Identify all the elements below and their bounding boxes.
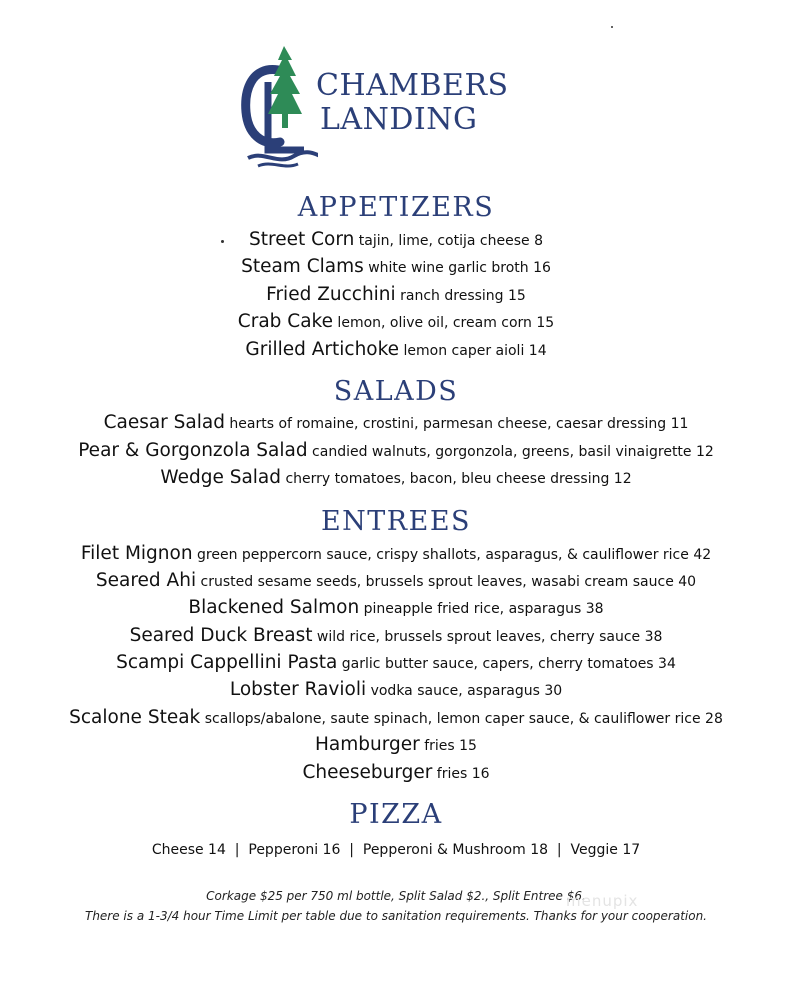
item-description: wild rice, brussels sprout leaves, cherry sauce 38	[312, 629, 663, 645]
brand-line-1: CHAMBERS	[316, 68, 509, 103]
item-name: Street Corn	[249, 229, 355, 250]
item-description: candied walnuts, gorgonzola, greens, basil vinaigrette 12	[307, 444, 714, 460]
menu-item	[0, 286, 792, 305]
section-title-entrees: ENTREES	[320, 506, 472, 537]
item-name: Steam Clams	[241, 256, 364, 277]
item-name: Scampi Cappellini Pasta	[116, 652, 338, 673]
corkage-note: Corkage $25 per 750 ml bottle, Split Salad $2., Split Entree $6.	[206, 889, 586, 903]
item-description: lemon, olive oil, cream corn 15	[332, 315, 555, 331]
item-name: Filet Mignon	[80, 543, 193, 564]
item-description: ranch dressing 15	[395, 288, 526, 304]
item-name: Cheeseburger	[302, 762, 433, 783]
item-description: fries 15	[419, 738, 477, 754]
item-description: hearts of romaine, crostini, parmesan cheese, caesar dressing 11	[224, 416, 689, 432]
menu-item	[0, 599, 792, 618]
item-name: Caesar Salad	[103, 412, 225, 433]
pizza-options: Cheese 14 | Pepperoni 16 | Pepperoni & Mushroom 18 | Veggie 17	[151, 842, 641, 858]
item-description: cherry tomatoes, bacon, bleu cheese dressing 12	[281, 471, 632, 487]
menu-item	[0, 469, 792, 488]
item-name: Fried Zucchini	[266, 284, 396, 305]
item-name: Seared Ahi	[95, 570, 197, 591]
menu-item	[0, 414, 792, 433]
menu-item	[0, 627, 792, 646]
menu-item	[0, 654, 792, 673]
menu-item	[0, 681, 792, 700]
menu-item	[0, 764, 792, 783]
item-description: fries 16	[432, 766, 490, 782]
item-description: lemon caper aioli 14	[399, 343, 547, 359]
item-name: Grilled Artichoke	[245, 339, 400, 360]
chambers-landing-logo	[238, 42, 508, 172]
item-description: white wine garlic broth 16	[363, 260, 551, 276]
menu-item	[0, 736, 792, 755]
watermark: menupix	[566, 892, 639, 910]
menu-item	[0, 313, 792, 332]
section-title-salads: SALADS	[333, 376, 459, 407]
menu-item	[0, 341, 792, 360]
menu-item	[0, 545, 792, 564]
brand-line-2: LANDING	[320, 102, 478, 137]
section-title-appetizers: APPETIZERS	[297, 192, 495, 223]
cl-monogram-icon	[238, 42, 318, 172]
menu-item	[0, 442, 792, 461]
item-description: green peppercorn sauce, crispy shallots, asparagus, & cauliflower rice 42	[192, 547, 712, 563]
item-name: Scalone Steak	[69, 707, 201, 728]
time-limit-note: There is a 1-3/4 hour Time Limit per table due to sanitation requirements. Thanks for your cooperation.	[84, 909, 707, 923]
item-name: Blackened Salmon	[188, 597, 360, 618]
item-description: vodka sauce, asparagus 30	[366, 683, 563, 699]
menu-item	[0, 709, 792, 728]
item-name: Crab Cake	[237, 311, 333, 332]
item-description: garlic butter sauce, capers, cherry tomatoes 34	[337, 656, 676, 672]
speck-mark	[611, 26, 613, 28]
section-title-pizza: PIZZA	[349, 799, 443, 830]
item-name: Lobster Ravioli	[229, 679, 367, 700]
item-name: Hamburger	[315, 734, 420, 755]
item-name: Seared Duck Breast	[129, 625, 313, 646]
item-name: Wedge Salad	[160, 467, 282, 488]
menu-item	[0, 258, 792, 277]
menu-item	[0, 231, 792, 250]
item-name: Pear & Gorgonzola Salad	[78, 440, 308, 461]
item-description: scallops/abalone, saute spinach, lemon caper sauce, & cauliflower rice 28	[200, 711, 723, 727]
item-description: crusted sesame seeds, brussels sprout leaves, wasabi cream sauce 40	[196, 574, 697, 590]
item-description: pineapple fried rice, asparagus 38	[359, 601, 604, 617]
item-description: tajin, lime, cotija cheese 8	[354, 233, 543, 249]
menu-item	[0, 572, 792, 591]
